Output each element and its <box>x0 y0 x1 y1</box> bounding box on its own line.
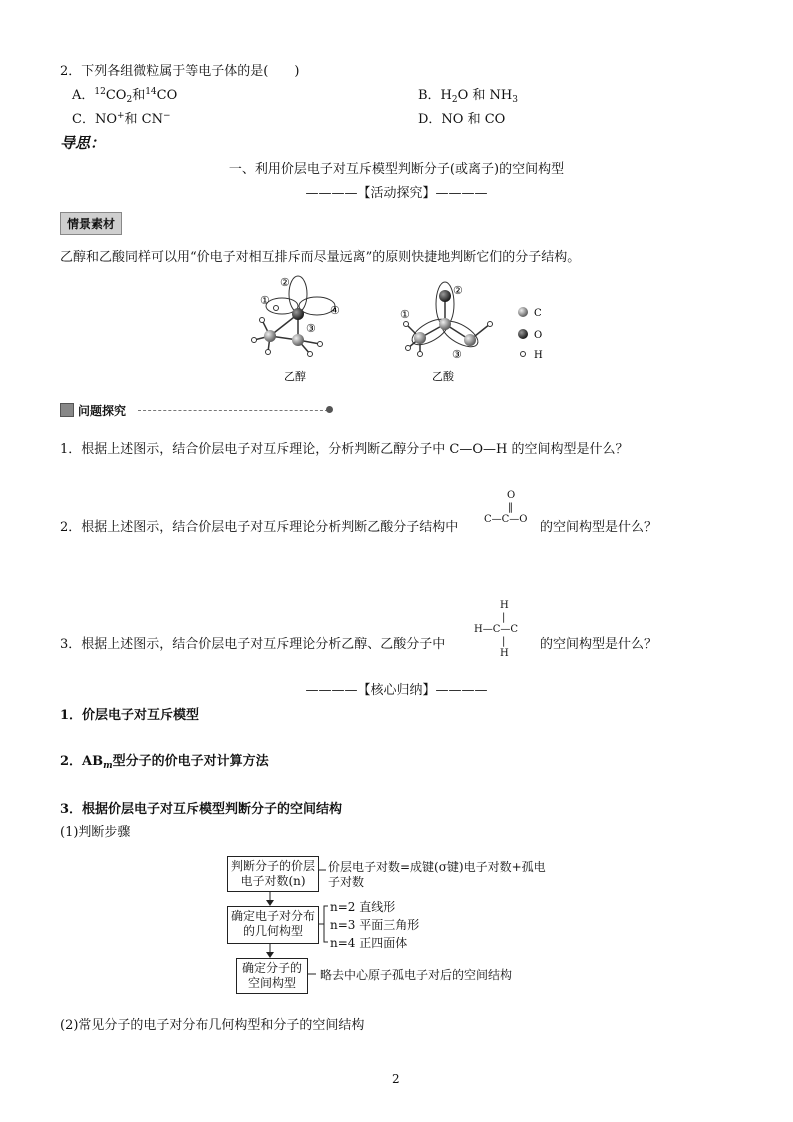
problem-1: 1．根据上述图示，结合价层电子对互斥理论，分析判断乙醇分子中 C—O—H 的空间构型是什么？ <box>60 442 629 457</box>
step-label: (1)判断步骤 <box>60 825 131 840</box>
flow-box-1: 判断分子的价层 电子对数(n) <box>227 856 319 892</box>
flow-box-2: 确定电子对分布 的几何构型 <box>227 906 319 944</box>
daosi-heading: 导思： <box>60 134 106 152</box>
acetic-acid-model <box>400 282 493 383</box>
p3-struct-bond-top: | <box>502 612 506 623</box>
svg-text:③: ③ <box>452 348 462 361</box>
divider-dot-icon <box>326 406 333 413</box>
page-number: 2 <box>392 1072 400 1086</box>
legend <box>518 307 543 361</box>
svg-text:③: ③ <box>306 322 316 335</box>
molecule-figure <box>240 268 560 386</box>
problem-2-text-a: 2．根据上述图示，结合价层电子对互斥理论分析判断乙酸分子结构中 <box>60 520 459 535</box>
core-1: 1．价层电子对互斥模型 <box>60 708 200 723</box>
option-b: B．$H_2O$ 和 $NH_3$ <box>418 88 518 105</box>
activity-banner: ————【活动探究】———— <box>305 186 488 201</box>
svg-text:②: ② <box>280 276 290 289</box>
svg-text:②: ② <box>453 284 463 297</box>
p3-struct-mid: H—C—C <box>474 624 519 635</box>
p3-struct-top: H <box>500 600 509 611</box>
scene-tag: 情景素材 <box>60 212 122 235</box>
flow-rule-n2: n=2 直线形 <box>330 900 396 914</box>
acetic-acid-label: 乙酸 <box>432 370 454 383</box>
ethanol-model <box>252 276 341 383</box>
problem-square-icon <box>60 403 74 417</box>
svg-text:C: C <box>534 308 542 319</box>
question-2-stem: 2．下列各组微粒属于等电子体的是( ) <box>60 64 300 79</box>
ethanol-label: 乙醇 <box>284 370 306 383</box>
core-banner: ————【核心归纳】———— <box>305 683 488 698</box>
p2-struct-mid: C—C—O <box>484 514 528 525</box>
option-a: A．$^{12}CO_2$和$^{14}$CO <box>72 87 178 105</box>
p2-struct-top: O <box>507 490 516 501</box>
flow-text-3: 略去中心原子孤电子对后的空间结构 <box>320 968 513 982</box>
flow-text-1: 价层电子对数=成键(σ键)电子对数+孤电 子对数 <box>328 860 546 889</box>
scene-text: 乙醇和乙酸同样可以用“价电子对相互排斥而尽量远离”的原则快捷地判断它们的分子结构。 <box>60 250 581 265</box>
flow-rule-n3: n=3 平面三角形 <box>330 918 420 932</box>
p2-struct-bond: ‖ <box>508 502 513 513</box>
problem-3-text-a: 3．根据上述图示，结合价层电子对互斥理论分析乙醇、乙酸分子中 <box>60 637 446 652</box>
problem-3-text-b: 的空间构型是什么？ <box>540 637 658 652</box>
common-label: (2)常见分子的电子对分布几何构型和分子的空间结构 <box>60 1018 365 1033</box>
problem-tag: 问题探究 <box>78 404 127 418</box>
svg-text:H: H <box>534 350 543 361</box>
problem-divider <box>138 410 328 411</box>
problem-2-text-b: 的空间构型是什么？ <box>540 520 658 535</box>
option-d: D．NO 和 CO <box>418 112 506 127</box>
p3-struct-bot: H <box>500 648 509 659</box>
flow-box-3: 确定分子的 空间构型 <box>236 958 308 994</box>
svg-text:O: O <box>534 330 543 341</box>
option-c: C．NO+和 CN− <box>72 111 171 127</box>
p3-struct-bond-bot: | <box>502 636 506 647</box>
svg-text:④: ④ <box>330 304 340 317</box>
svg-text:①: ① <box>400 308 410 321</box>
section-title: 一、利用价层电子对互斥模型判断分子(或离子)的空间构型 <box>228 162 565 177</box>
svg-text:①: ① <box>260 294 270 307</box>
core-3: 3．根据价层电子对互斥模型判断分子的空间结构 <box>60 802 343 817</box>
flow-rule-n4: n=4 正四面体 <box>330 936 408 950</box>
core-2: 2．$AB_m$型分子的价电子对计算方法 <box>60 754 269 771</box>
